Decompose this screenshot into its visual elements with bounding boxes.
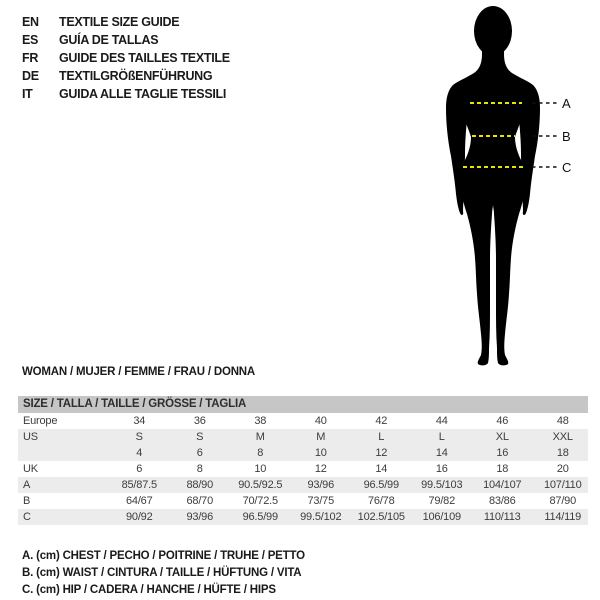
table-row: [18, 429, 588, 445]
row-label: US: [23, 431, 38, 443]
size-value: 90/92: [125, 511, 153, 523]
size-value: 90.5/92.5: [238, 479, 283, 491]
size-value: 114/119: [544, 511, 582, 523]
size-value: XXL: [552, 431, 573, 443]
size-value: S: [196, 431, 204, 443]
lang-row-es: [22, 31, 230, 49]
size-value: 34: [133, 415, 146, 427]
size-value: 16: [496, 447, 509, 459]
woman-silhouette-figure: [420, 4, 590, 366]
table-row: [18, 509, 588, 525]
row-label: [18, 445, 109, 461]
size-value: 6: [196, 447, 203, 459]
size-value: 4: [136, 447, 143, 459]
legend-line-chest: A. (cm) CHEST / PECHO / POITRINE / TRUHE / PETTO: [22, 550, 305, 562]
size-value: 87/90: [549, 495, 577, 507]
size-value: 93/96: [307, 479, 335, 491]
size-value: 96.5/99: [242, 511, 278, 523]
size-value: 107/110: [543, 479, 582, 491]
size-value: 40: [314, 415, 327, 427]
size-value: 70/72.5: [242, 495, 278, 507]
size-value: 99.5/102: [300, 511, 342, 523]
lang-code: FR: [22, 51, 39, 65]
size-value: 104/107: [483, 479, 522, 491]
size-value: 16: [435, 463, 448, 475]
lang-row-fr: [22, 49, 230, 67]
size-value: 83/86: [488, 495, 516, 507]
size-value: 44: [435, 415, 448, 427]
row-label: UK: [23, 463, 38, 475]
size-value: M: [316, 431, 326, 443]
lang-row-en: [22, 13, 230, 31]
size-value: 18: [496, 463, 509, 475]
lang-title: GUIDE DES TAILLES TEXTILE: [59, 51, 230, 65]
lang-code: ES: [22, 33, 39, 47]
size-value: 76/78: [367, 495, 395, 507]
size-value: 8: [257, 447, 264, 459]
size-value: 10: [254, 463, 267, 475]
size-value: 85/87.5: [121, 479, 157, 491]
size-value: 93/96: [186, 511, 214, 523]
measure-label-a: A: [562, 96, 571, 111]
legend-line-waist: B. (cm) WAIST / CINTURA / TAILLE / HÜFTUNG / VITA: [22, 567, 302, 579]
size-value: 96.5/99: [363, 479, 399, 491]
size-value: 110/113: [483, 511, 521, 523]
size-value: 10: [314, 447, 327, 459]
lang-title: TEXTILE SIZE GUIDE: [59, 15, 180, 29]
row-label: Europe: [23, 415, 58, 427]
lang-title: GUÍA DE TALLAS: [59, 33, 159, 47]
measure-label-b: B: [562, 129, 571, 144]
lang-code: EN: [22, 15, 39, 29]
lang-row-it: [22, 85, 230, 103]
size-value: 48: [556, 415, 569, 427]
lang-code: DE: [22, 69, 39, 83]
size-value: 42: [375, 415, 388, 427]
size-value: 68/70: [186, 495, 214, 507]
table-row: [18, 461, 588, 477]
size-value: XL: [495, 431, 509, 443]
size-value: 79/82: [428, 495, 456, 507]
lang-title: TEXTILGRÖßENFÜHRUNG: [59, 69, 213, 83]
size-value: 36: [193, 415, 206, 427]
lang-title: GUIDA ALLE TAGLIE TESSILI: [59, 87, 227, 101]
language-title-block: [22, 13, 230, 103]
size-table-rows: [18, 413, 588, 525]
table-row: [18, 477, 588, 493]
size-value: 12: [314, 463, 327, 475]
measurement-legend: [22, 548, 305, 599]
size-value: 20: [556, 463, 569, 475]
lang-row-de: [22, 67, 230, 85]
size-value: 102.5/105: [357, 511, 405, 523]
size-value: 106/109: [422, 511, 461, 523]
size-value: M: [255, 431, 265, 443]
table-row: [18, 493, 588, 509]
size-value: 73/75: [307, 495, 335, 507]
size-table: [18, 396, 588, 525]
size-value: 38: [254, 415, 267, 427]
row-label: A: [23, 479, 31, 491]
size-value: 64/67: [125, 495, 153, 507]
size-value: L: [378, 431, 385, 443]
row-label: B: [23, 495, 31, 507]
size-value: 12: [375, 447, 388, 459]
size-value: 6: [136, 463, 143, 475]
size-value: 18: [556, 447, 569, 459]
size-value: 14: [375, 463, 388, 475]
lang-code: IT: [22, 87, 33, 101]
size-value: 88/90: [186, 479, 214, 491]
group-title-woman: WOMAN / MUJER / FEMME / FRAU / DONNA: [22, 366, 256, 378]
table-header-band: SIZE / TALLA / TAILLE / GRÖSSE / TAGLIA: [18, 396, 588, 413]
measure-label-c: C: [562, 160, 572, 175]
legend-line-hip: C. (cm) HIP / CADERA / HANCHE / HÜFTE / HIPS: [22, 584, 276, 596]
row-label: C: [23, 511, 31, 523]
table-row: [18, 445, 588, 461]
size-value: L: [438, 431, 445, 443]
table-row: [18, 413, 588, 429]
size-value: 99.5/103: [421, 479, 463, 491]
size-value: 8: [196, 463, 203, 475]
size-value: 46: [496, 415, 509, 427]
size-value: S: [135, 431, 143, 443]
size-value: 14: [435, 447, 448, 459]
